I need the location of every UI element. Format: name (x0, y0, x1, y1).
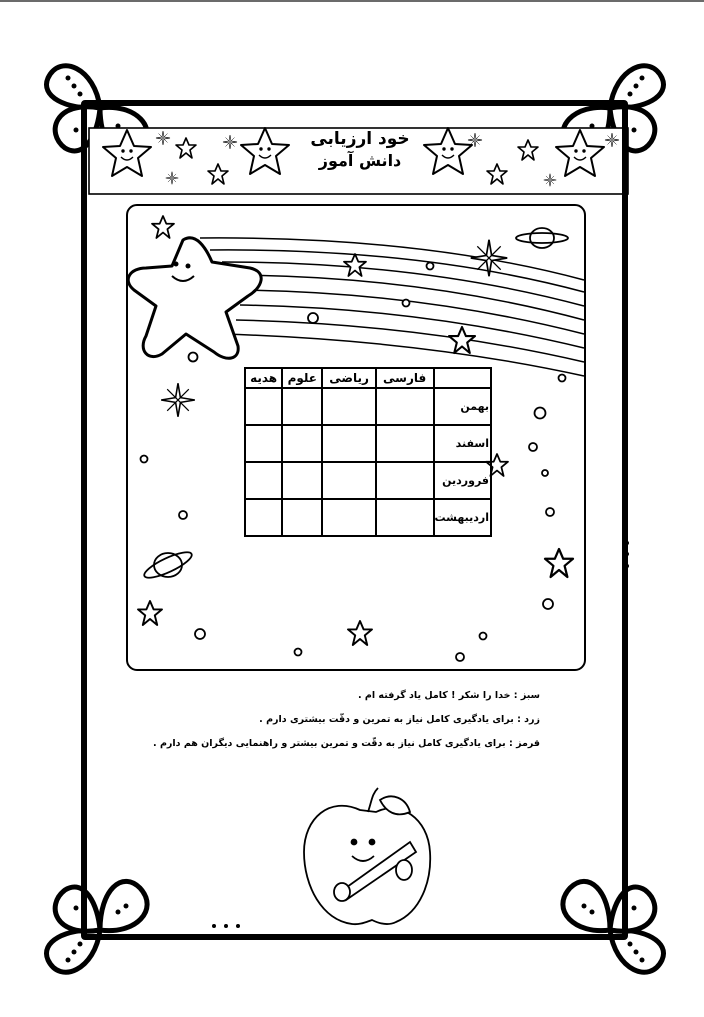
column-header: هدیه (245, 368, 282, 388)
table-row (245, 462, 491, 499)
column-header: ریاضی (322, 368, 375, 388)
legend-green: سبز : خدا را شکر ! کامل یاد گرفته ام . (357, 690, 540, 701)
column-header: علوم (282, 368, 322, 388)
table-cell[interactable] (322, 462, 375, 499)
table-cell[interactable] (245, 425, 282, 462)
title-line-2: دانش آموز (318, 151, 402, 170)
color-legend (150, 684, 540, 756)
table-row (245, 499, 491, 536)
legend-yellow: زرد : برای یادگیری کامل نیاز به تمرین و دقّت بیشتری دارم . (259, 714, 540, 725)
table-cell[interactable] (376, 499, 434, 536)
table-cell[interactable] (282, 388, 322, 425)
title-line-1: خود ارزیابی (310, 129, 410, 149)
table-row (245, 425, 491, 462)
table-cell[interactable] (282, 499, 322, 536)
table-cell[interactable] (322, 499, 375, 536)
table-corner-cell (434, 368, 491, 388)
table-cell[interactable] (282, 425, 322, 462)
table-cell[interactable] (245, 499, 282, 536)
row-label: فروردین (434, 462, 491, 499)
table-cell[interactable] (245, 462, 282, 499)
row-label: بهمن (434, 388, 491, 425)
legend-red: قرمز : برای یادگیری کامل نیاز به دقّت و تمرین بیشتر و راهنمایی دیگران هم دارم . (153, 738, 540, 749)
page-title (300, 128, 420, 172)
row-label: اردیبهشت (434, 499, 491, 536)
table-cell[interactable] (376, 425, 434, 462)
column-header: فارسی (376, 368, 434, 388)
table-cell[interactable] (322, 425, 375, 462)
table-header-row (245, 368, 491, 388)
table-cell[interactable] (245, 388, 282, 425)
table-cell[interactable] (322, 388, 375, 425)
table-cell[interactable] (376, 462, 434, 499)
row-label: اسفند (434, 425, 491, 462)
table-row (245, 388, 491, 425)
table-cell[interactable] (282, 462, 322, 499)
self-assessment-table (244, 367, 492, 537)
table-cell[interactable] (376, 388, 434, 425)
